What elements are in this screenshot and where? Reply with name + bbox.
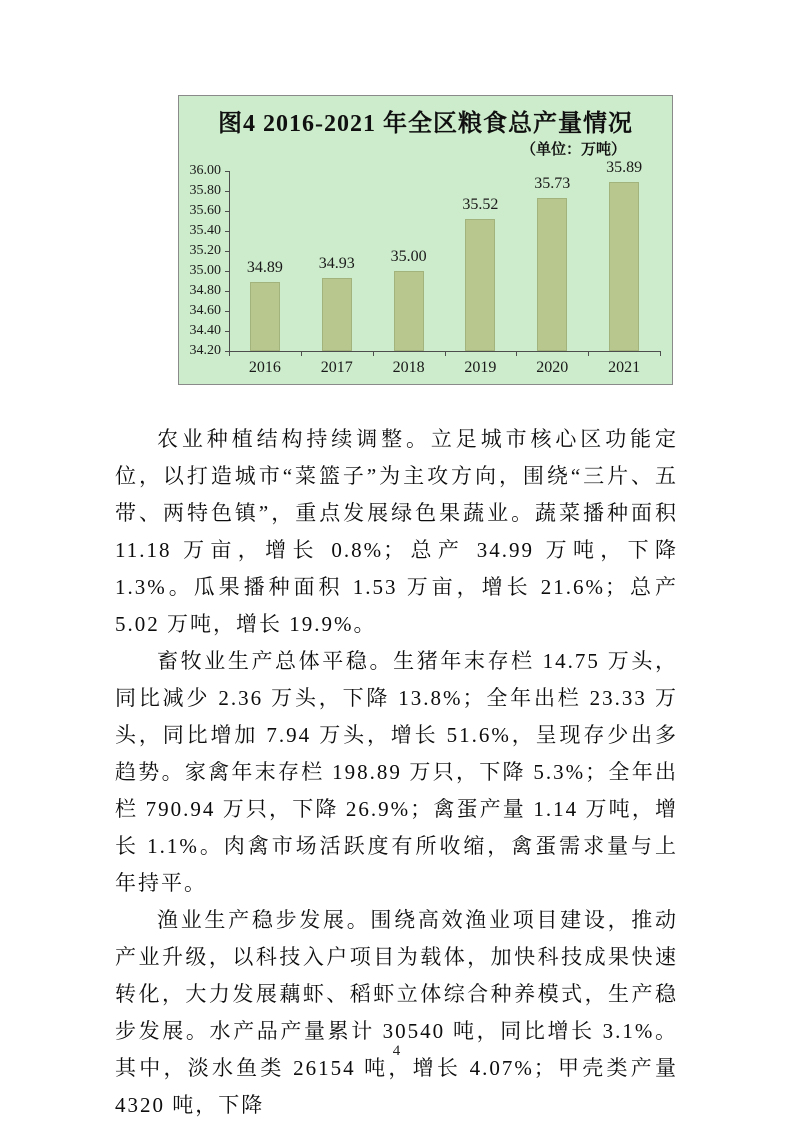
y-axis-tick-label: 34.60: [189, 303, 221, 318]
x-axis-tick: [229, 351, 230, 356]
y-axis-tick-label: 36.00: [189, 163, 221, 178]
y-axis-tick-label: 34.20: [189, 343, 221, 358]
paragraph: 农业种植结构持续调整。立足城市核心区功能定位，以打造城市“菜篮子”为主攻方向，围绕“三片、五带、两特色镇”，重点发展绿色果蔬业。蔬菜播种面积 11.18 万亩，增长 0.8%；总产 34.99 万吨，下降 1.3%。瓜果播种面积 1.53 万亩，增长 21.6%；总产 5.02 万吨，增长 19.9%。: [115, 427, 678, 636]
y-axis-tick: [225, 211, 229, 212]
y-axis-tick-label: 35.20: [189, 243, 221, 258]
y-axis-tick: [225, 171, 229, 172]
bar-value-label: 35.00: [390, 248, 427, 265]
x-axis-tick: [301, 351, 302, 356]
y-axis-tick-label: 35.00: [189, 263, 221, 278]
bar-2021: [609, 182, 639, 351]
bar-value-label: 35.73: [534, 175, 571, 192]
x-axis-category-label: 2016: [248, 359, 281, 376]
bar-chart-plot: [179, 96, 672, 384]
y-axis-tick: [225, 271, 229, 272]
y-axis-tick-label: 34.40: [189, 323, 221, 338]
body-text: [115, 421, 678, 1122]
x-axis-tick: [660, 351, 661, 356]
x-axis-tick: [516, 351, 517, 356]
grain-output-chart: [178, 95, 673, 385]
y-axis-tick: [225, 231, 229, 232]
chart-title: 图4 2016-2021 年全区粮食总产量情况: [218, 111, 633, 137]
y-axis-line: [229, 171, 230, 351]
bar-2017: [322, 278, 352, 351]
bar-value-label: 35.89: [606, 159, 643, 176]
page-number: 4: [392, 1043, 401, 1059]
x-axis-tick: [445, 351, 446, 356]
x-axis-category-label: 2021: [608, 359, 641, 376]
y-axis-tick: [225, 331, 229, 332]
bar-2018: [394, 271, 424, 351]
y-axis-tick: [225, 251, 229, 252]
y-axis-tick-label: 34.80: [189, 283, 221, 298]
x-axis-category-label: 2020: [536, 359, 569, 376]
x-axis-tick: [373, 351, 374, 356]
bar-2016: [250, 282, 280, 351]
paragraph: 畜牧业生产总体平稳。生猪年末存栏 14.75 万头，同比减少 2.36 万头，下降 13.8%；全年出栏 23.33 万头，同比增加 7.94 万头，增长 51.6%，呈现存少出多趋势。家禽年末存栏 198.89 万只，下降 5.3%；全年出栏 790.94 万只，下降 26.9%；禽蛋产量 1.14 万吨，增长 1.1%。肉禽市场活跃度有所收缩，禽蛋需求量与上年持平。: [115, 649, 678, 895]
bar-value-label: 35.52: [462, 196, 499, 213]
y-axis-tick-label: 35.80: [189, 183, 221, 198]
y-axis-tick: [225, 291, 229, 292]
bar-2019: [465, 219, 495, 351]
y-axis-tick: [225, 191, 229, 192]
y-axis-tick: [225, 311, 229, 312]
paragraph: 渔业生产稳步发展。围绕高效渔业项目建设，推动产业升级，以科技入户项目为载体，加快科技成果快速转化，大力发展藕虾、稻虾立体综合种养模式，生产稳步发展。水产品产量累计 30540 吨，同比增长 3.1%。其中，淡水鱼类 26154 吨，增长 4.07%；甲壳类产量 4320 吨，下降: [115, 908, 678, 1117]
x-axis-category-label: 2019: [464, 359, 497, 376]
chart-unit-label: （单位：万吨）: [520, 142, 626, 158]
x-axis-category-label: 2018: [392, 359, 425, 376]
x-axis-tick: [588, 351, 589, 356]
bar-value-label: 34.93: [318, 255, 355, 272]
y-axis-tick-label: 35.60: [189, 203, 221, 218]
y-axis-tick-label: 35.40: [189, 223, 221, 238]
bar-value-label: 34.89: [246, 259, 283, 276]
x-axis-category-label: 2017: [320, 359, 353, 376]
bar-2020: [537, 198, 567, 351]
